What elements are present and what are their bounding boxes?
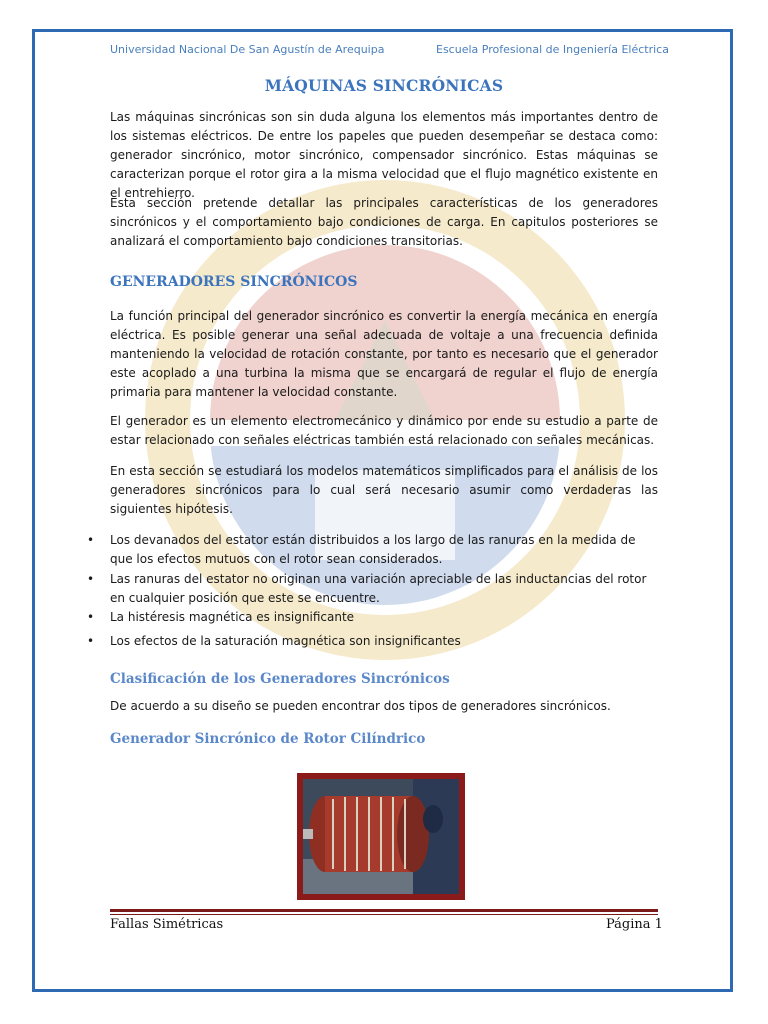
intro-paragraph-1: Las máquinas sincrónicas son sin duda alguna los elementos más importantes dentro de los sistemas eléctricos. De entre los papeles que pueden desempeñar se destaca como: generador sincrónico, motor sincrónico, compensador sincrónico. Estas máquinas se caracterizan porque el rotor gira a la misma velocidad que el flujo magnético existente en el entrehierro. (110, 110, 658, 200)
classification-paragraph: De acuerdo a su diseño se pueden encontrar dos tipos de generadores sincrónicos. (110, 699, 611, 713)
footer-title: Fallas Simétricas (110, 917, 224, 932)
cylindrical-rotor-image (303, 779, 459, 894)
rotor-photo (297, 773, 465, 900)
list-item: La histéresis magnética es insignificante (110, 610, 355, 624)
list-item: Las ranuras del estator no originan una variación apreciable de las inductancias del rotor en cualquier posición que este se encuentre. (110, 572, 647, 605)
bullet-marker: • (87, 572, 95, 586)
list-item: Los devanados del estator están distribuidos a los largo de las ranuras en la medida de que los efectos mutuos con el rotor sean considerados. (110, 533, 636, 566)
list-item: Los efectos de la saturación magnética son insignificantes (110, 634, 461, 648)
generators-paragraph-2: El generador es un elemento electromecánico y dinámico por ende su estudio a parte de estar relacionado con señales eléctricas también está relacionado con señales mecánicas. (110, 414, 658, 447)
generators-paragraph-3: En esta sección se estudiará los modelos matemáticos simplificados para el análisis de los generadores sincrónicos para lo cual será necesario asumir como verdaderas las siguientes hipótesis. (110, 464, 658, 516)
footer-divider-thick (110, 909, 658, 912)
bullet-marker: • (87, 634, 95, 648)
section-heading-generators: GENERADORES SINCRÓNICOS (110, 274, 358, 290)
page-number: Página 1 (606, 917, 663, 932)
section-heading-classification: Clasificación de los Generadores Sincrónicos (110, 671, 450, 687)
section-heading-cylindrical-rotor: Generador Sincrónico de Rotor Cilíndrico (110, 731, 426, 747)
intro-paragraph-2: Esta sección pretende detallar las principales características de los generadores sincrónicos y el comportamiento bajo condiciones de carga. En capitulos posteriores se analizará el comportamiento bajo condiciones transitorias. (110, 196, 658, 248)
page-title: MÁQUINAS SINCRÓNICAS (264, 76, 504, 95)
bullet-marker: • (87, 533, 95, 547)
generators-paragraph-1: La función principal del generador sincrónico es convertir la energía mecánica en energía eléctrica. Es posible generar una señal adecuada de voltaje a una frecuencia definida manteniendo la velocidad de rotación constante, por tanto es necesario que el generador este acoplado a una turbina la misma que se encargará de regular el flujo de energía primaria para mantener la velocidad constante. (110, 309, 658, 399)
bullet-marker: • (87, 610, 95, 624)
footer-divider-thin (110, 914, 658, 915)
header-university: Universidad Nacional De San Agustín de Arequipa (110, 43, 385, 56)
header-school: Escuela Profesional de Ingeniería Eléctrica (436, 43, 669, 56)
